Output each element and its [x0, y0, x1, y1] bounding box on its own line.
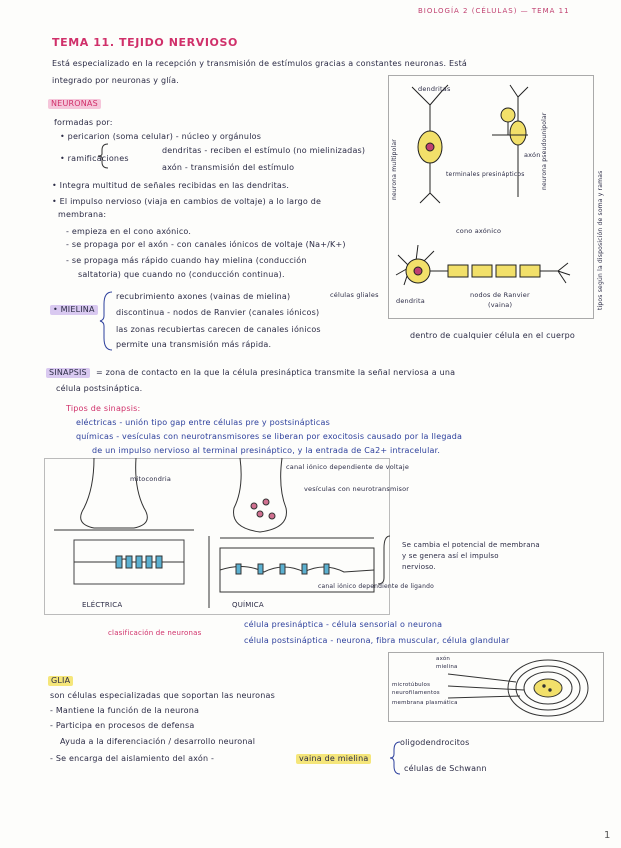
diagram-side-note: tipos según la disposición de soma y ramas	[597, 170, 604, 310]
sinapsis-def2: célula postsináptica.	[56, 384, 143, 393]
mielina-label: • MIELINA	[50, 305, 98, 315]
clasificacion-label: clasificación de neuronas	[108, 629, 202, 637]
diagram-vaina: (vaina)	[488, 301, 513, 309]
glia-brace	[390, 740, 402, 776]
glia-heading: GLIA	[48, 676, 73, 686]
diagram-dendrita: dendrita	[396, 297, 425, 305]
diagram-axon: axón	[524, 151, 541, 159]
sinapsis-quimica: químicas - vesículas con neurotransmisores se liberan por exocitosis causado por la llegada	[76, 432, 463, 441]
diagram-pseudounipolar: neurona pseudounipolar	[541, 112, 548, 190]
glia-4: - Se encarga del aislamiento del axón -	[50, 754, 215, 763]
diagram-cono: cono axónico	[456, 227, 502, 235]
mielina-2: discontinua - nodos de Ranvier (canales iónicos)	[116, 308, 320, 317]
neuronas-p1: - empieza en el cono axónico.	[66, 227, 192, 236]
myelin-mielina-label: mielina	[436, 664, 458, 670]
synapse-receptor-label: canal iónico dependiente de ligando	[318, 583, 434, 590]
clasificacion-1: célula presináptica - célula sensorial o neurona	[244, 620, 443, 629]
neuronas-heading: NEURONAS	[48, 99, 101, 109]
clasificacion-2: célula postsináptica - neurona, fibra muscular, célula glandular	[244, 636, 510, 645]
synapse-canal-label: canal iónico dependiente de voltaje	[286, 463, 410, 471]
synapse-quimica-label: QUÍMICA	[232, 601, 264, 609]
glia-schwann: células de Schwann	[404, 764, 487, 773]
synapse-brace-note-1: Se cambia el potencial de membrana	[402, 541, 540, 549]
myelin-neurofil-label: neurofilamentos	[392, 690, 440, 696]
neuronas-multitud: • Integra multitud de señales recibidas en las dendritas.	[52, 181, 290, 190]
intro-line-2: integrado por neuronas y glía.	[52, 76, 179, 85]
page-title: TEMA 11. TEJIDO NERVIOSO	[52, 36, 238, 49]
neuronas-p3b: saltatoria) que cuando no (conducción continua).	[78, 270, 285, 279]
synapse-brace-note-3: nervioso.	[402, 563, 436, 571]
neuronas-soma: • pericarion (soma celular) - núcleo y orgánulos	[60, 132, 262, 141]
synapse-electrica-label: ELÉCTRICA	[82, 601, 123, 609]
glia-1: - Mantiene la función de la neurona	[50, 706, 200, 715]
synapse-vesiculas-label: vesículas con neurotransmisor	[304, 485, 410, 493]
neuronas-p2: - se propaga por el axón - con canales iónicos de voltaje (Na+/K+)	[66, 240, 346, 249]
neuronas-axon: axón - transmisión del estímulo	[162, 163, 295, 172]
mielina-5: dentro de cualquier célula en el cuerpo	[410, 331, 575, 340]
neuronas-p3: - se propaga más rápido cuando hay mielina (conducción	[66, 256, 307, 265]
mielina-1: recubrimiento axones (vainas de mielina)	[116, 292, 291, 301]
neuronas-impulso: • El impulso nervioso (viaja en cambios de voltaje) a lo largo de	[52, 197, 322, 206]
sinapsis-tipos: Tipos de sinapsis:	[66, 404, 141, 413]
intro-line-1: Está especializado en la recepción y transmisión de estímulos gracias a constantes neuronas. Está	[52, 59, 468, 68]
diagram-nodos: nodos de Ranvier	[470, 291, 530, 299]
glia-3: Ayuda a la diferenciación / desarrollo neuronal	[60, 737, 256, 746]
page-number: 1	[604, 830, 611, 841]
diagram-terminales: terminales presinápticos	[446, 171, 525, 178]
sinapsis-heading: SINAPSIS	[46, 368, 90, 378]
mielina-4: permite una transmisión más rápida.	[116, 340, 272, 349]
glia-def: son células especializadas que soportan las neuronas	[50, 691, 276, 700]
glia-oligo: oligodendrocitos	[400, 738, 470, 747]
neuronas-membrana: membrana:	[58, 210, 107, 219]
neuronas-dendritas: dendritas - reciben el estímulo (no mielinizadas)	[162, 146, 366, 155]
ramificaciones-brace	[96, 142, 110, 170]
glia-2: - Participa en procesos de defensa	[50, 721, 195, 730]
synapse-brace-note-2: y se genera así el impulso	[402, 552, 499, 560]
mielina-brace	[100, 290, 114, 352]
page-header: BIOLOGÍA 2 (CÉLULAS) — TEMA 11	[418, 7, 570, 15]
mielina-3: las zonas recubiertas carecen de canales iónicos	[116, 325, 321, 334]
sinapsis-electrica: eléctricas - unión tipo gap entre células pre y postsinápticas	[76, 418, 330, 427]
diagram-multipolar: neurona multipolar	[391, 139, 398, 200]
mielina-note: células gliales	[330, 291, 379, 299]
neuronas-ramificaciones: • ramificaciones	[60, 154, 129, 163]
sinapsis-def: = zona de contacto en la que la célula presináptica transmite la señal nerviosa a una	[96, 368, 456, 377]
glia-vaina: vaina de mielina	[296, 754, 371, 764]
neuron-types-drawing	[388, 75, 592, 317]
diagram-dendritas: dendritas	[418, 85, 451, 93]
myelin-microtub-label: microtúbulos	[392, 682, 431, 688]
myelin-membrane-label: membrana plasmática	[392, 700, 458, 706]
myelin-axon-label: axón	[436, 656, 451, 662]
sinapsis-quimica2: de un impulso nervioso al terminal presináptico, y la entrada de Ca2+ intracelular.	[92, 446, 441, 455]
synapse-mito-label: mitocondria	[130, 475, 172, 483]
neuronas-formadas: formadas por:	[54, 118, 113, 127]
